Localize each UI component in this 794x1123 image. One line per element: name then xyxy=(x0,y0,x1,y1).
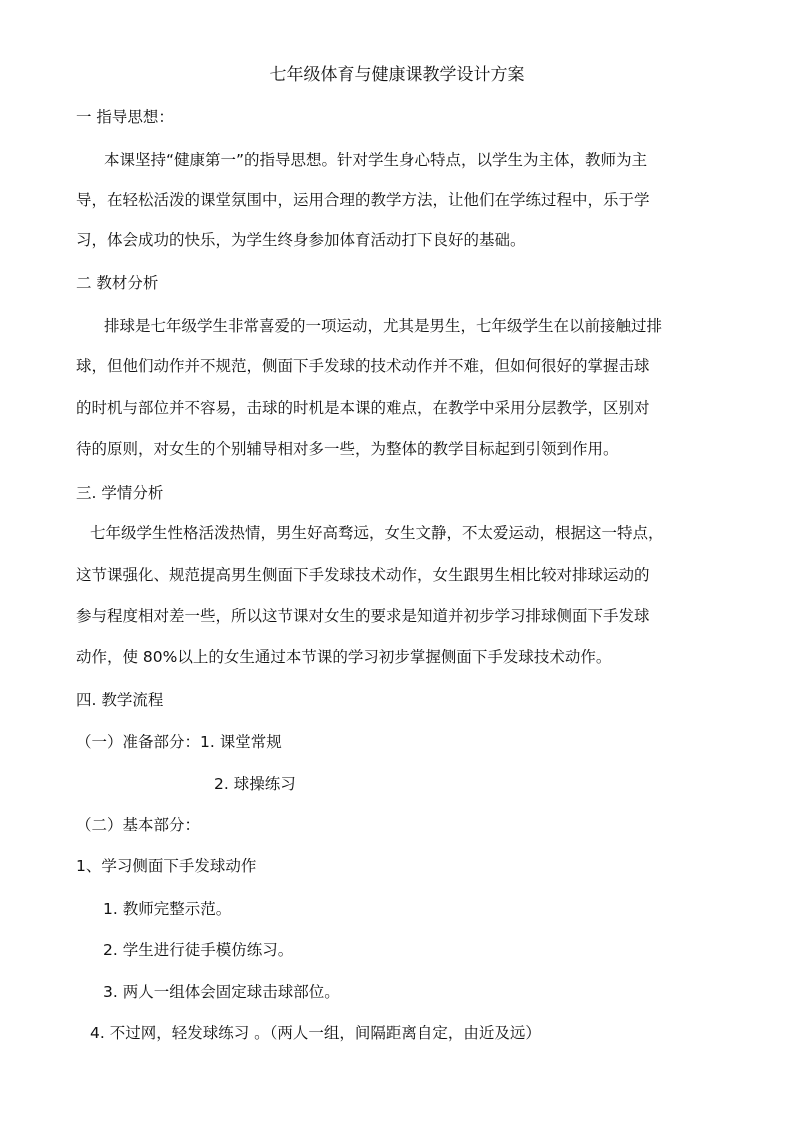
section-4-heading: 四. 教学流程 xyxy=(76,691,164,709)
preparation-part: （一）准备部分：1. 课堂常规 xyxy=(76,733,282,751)
document-title: 七年级体育与健康课教学设计方案 xyxy=(269,65,525,85)
section-1-line-2: 导，在轻松活泼的课堂氛围中，运用合理的教学方法，让他们在学练过程中，乐于学 xyxy=(76,191,650,209)
section-3-line-2: 这节课强化、规范提高男生侧面下手发球技术动作，女生跟男生相比较对排球运动的 xyxy=(76,566,650,584)
section-1-heading: 一 指导思想： xyxy=(76,108,174,126)
step-1: 1. 教师完整示范。 xyxy=(103,900,232,918)
step-3: 3. 两人一组体会固定球击球部位。 xyxy=(103,983,340,1001)
step-4: 4. 不过网，轻发球练习 。（两人一组，间隔距离自定，由近及远） xyxy=(90,1024,541,1042)
section-3-heading: 三. 学情分析 xyxy=(76,484,164,502)
preparation-item-2: 2. 球操练习 xyxy=(214,775,296,793)
section-2-line-4: 待的原则，对女生的个别辅导相对多一些，为整体的教学目标起到引领到作用。 xyxy=(76,440,619,458)
section-3-line-3: 参与程度相对差一些，所以这节课对女生的要求是知道并初步学习排球侧面下手发球 xyxy=(76,607,650,625)
section-2-line-1: 排球是七年级学生非常喜爱的一项运动，尤其是男生，七年级学生在以前接触过排 xyxy=(104,317,663,335)
section-1-line-1: 本课坚持“健康第一”的指导思想。针对学生身心特点，以学生为主体，教师为主 xyxy=(104,151,648,169)
section-2-line-2: 球，但他们动作并不规范，侧面下手发球的技术动作并不难，但如何很好的掌握击球 xyxy=(76,357,650,375)
section-3-line-1: 七年级学生性格活泼热情，男生好高骛远，女生文静，不太爱运动，根据这一特点， xyxy=(90,524,664,542)
learn-serve-heading: 1、学习侧面下手发球动作 xyxy=(76,857,257,875)
section-2-line-3: 的时机与部位并不容易，击球的时机是本课的难点，在教学中采用分层教学，区别对 xyxy=(76,399,650,417)
basic-part: （二）基本部分： xyxy=(76,816,201,834)
section-3-line-4: 动作，使 80%以上的女生通过本节课的学习初步掌握侧面下手发球技术动作。 xyxy=(76,648,612,666)
section-1-line-3: 习，体会成功的快乐，为学生终身参加体育活动打下良好的基础。 xyxy=(76,231,526,249)
section-2-heading: 二 教材分析 xyxy=(76,274,159,292)
step-2: 2. 学生进行徒手模仿练习。 xyxy=(103,941,294,959)
